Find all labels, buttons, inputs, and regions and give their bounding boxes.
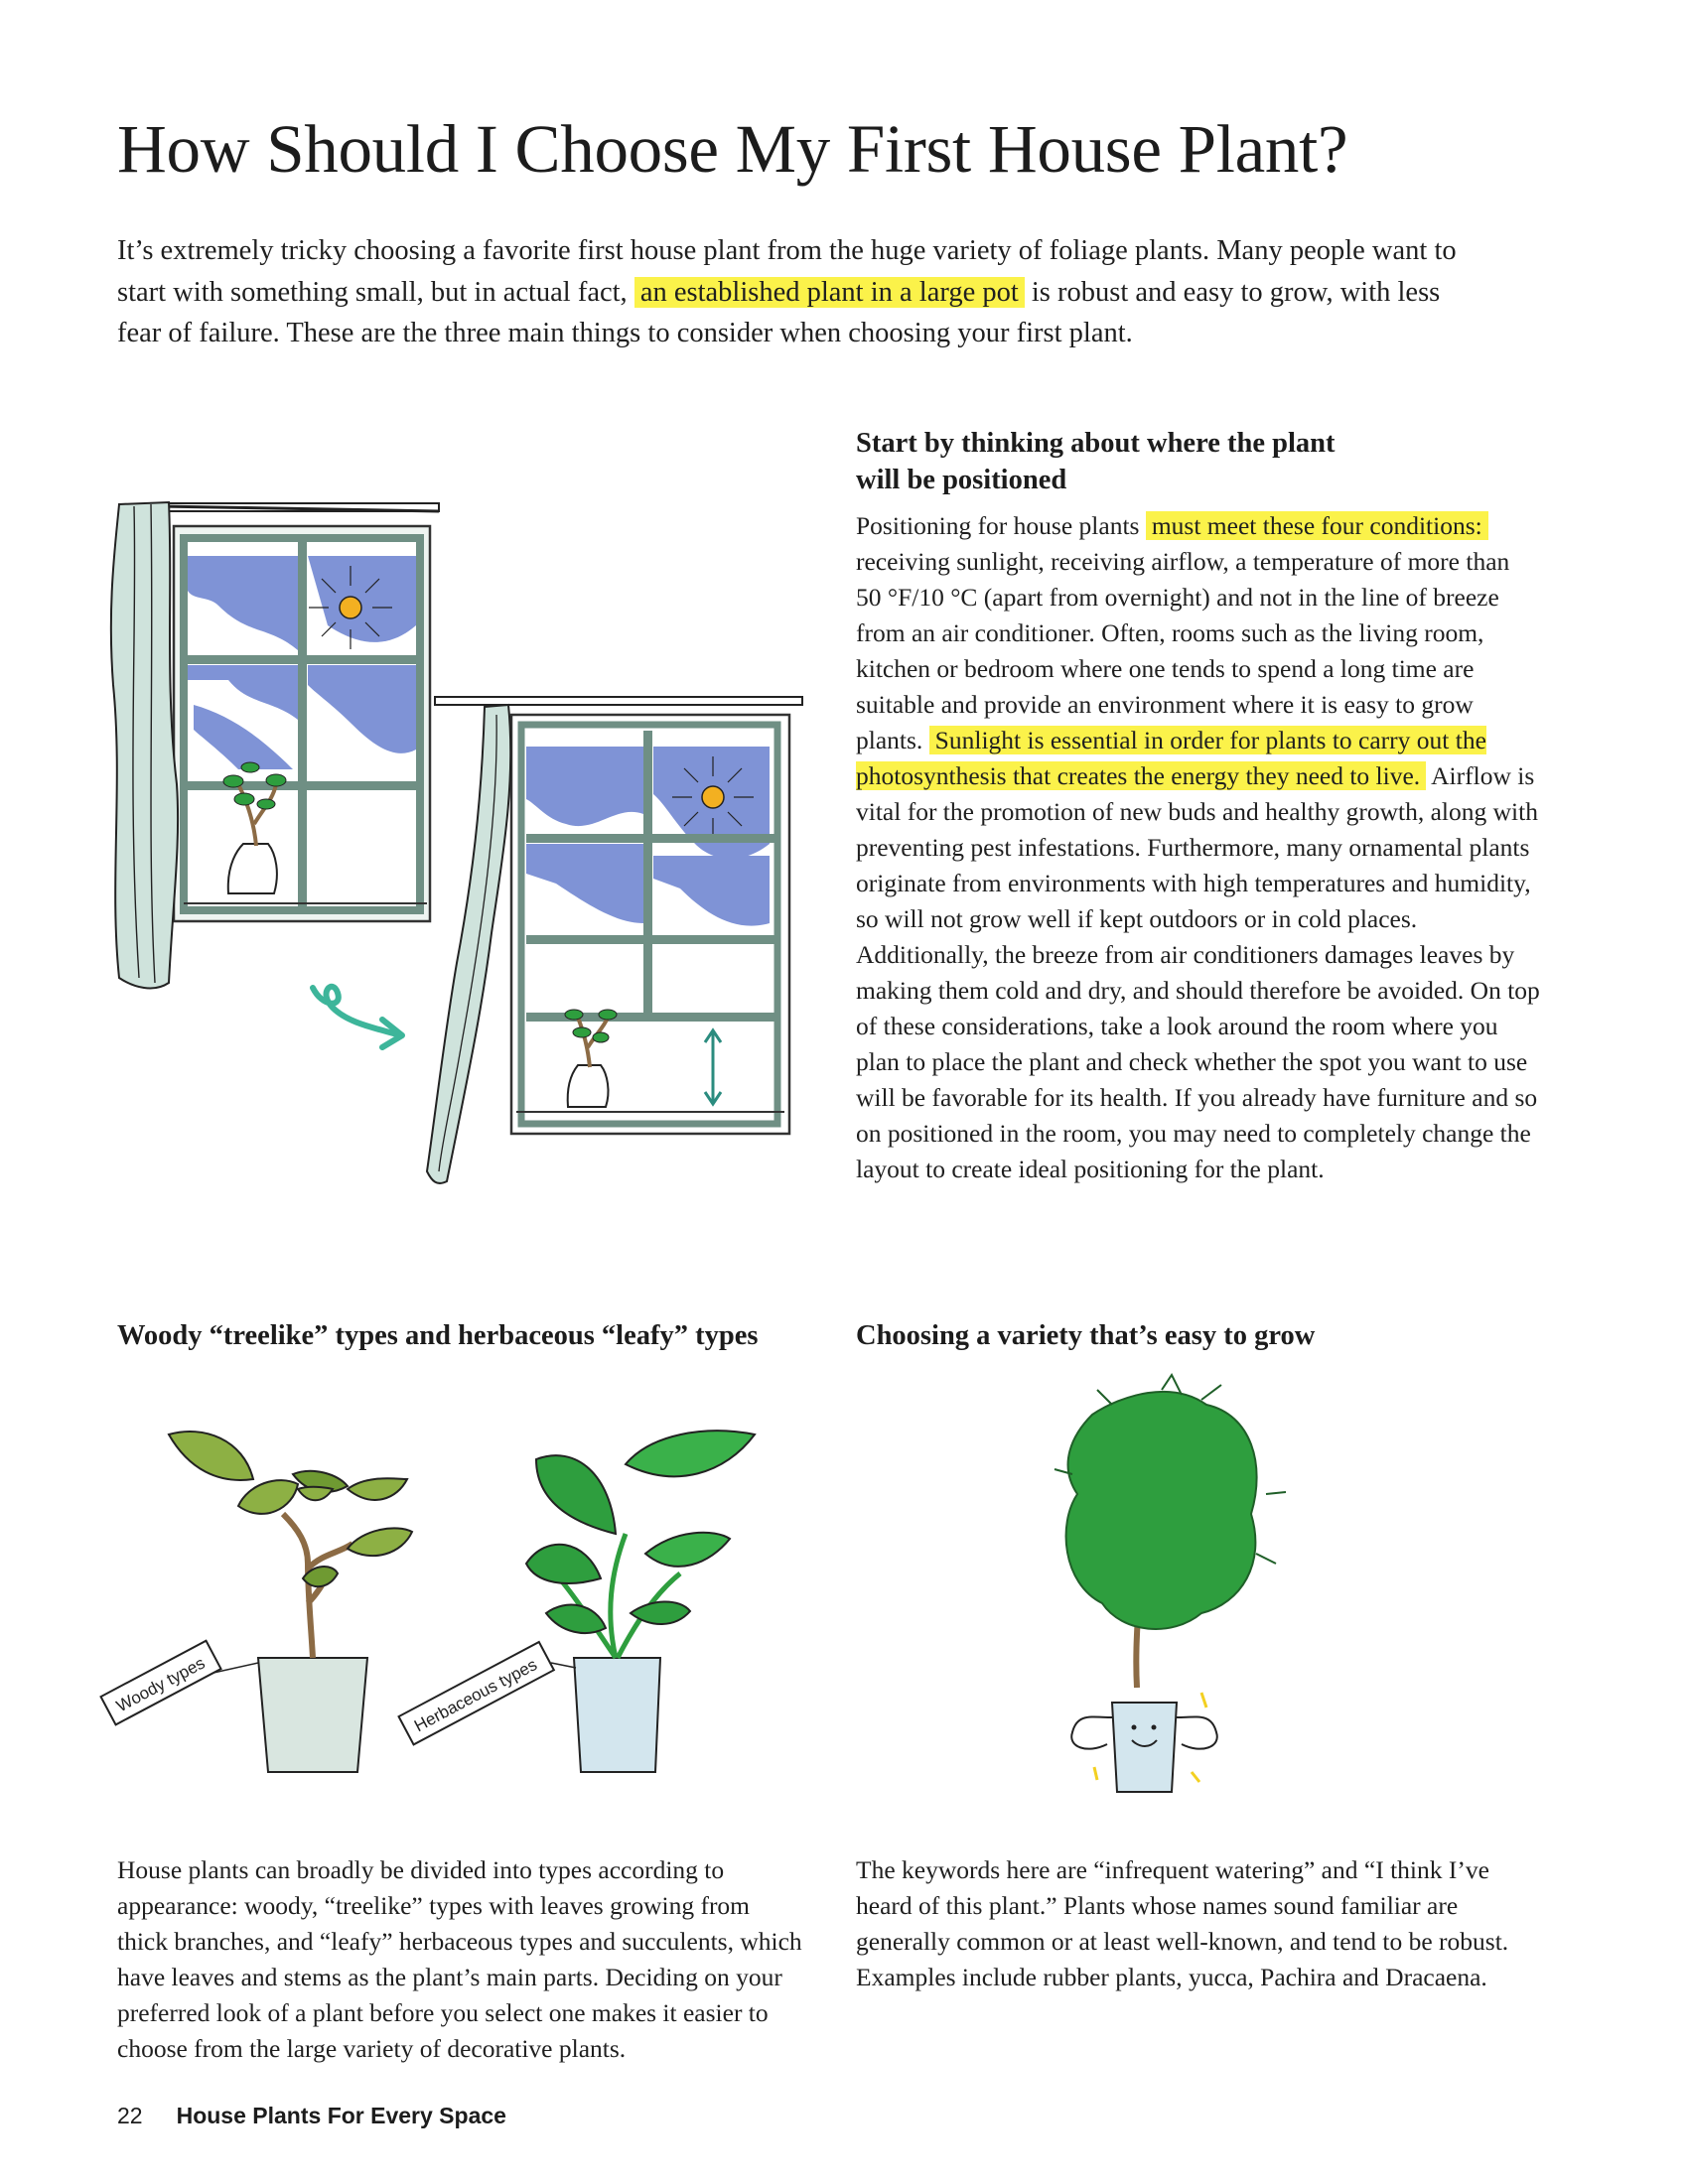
intro-highlight: an established plant in a large pot: [634, 277, 1025, 308]
curved-arrow-icon: [313, 987, 397, 1034]
positioning-text-3: Airflow is vital for the promotion of new buds and healthy growth, along with preventing pest infestations. Furthermore, many ornamental plants originate from environments with high temperatures and humidity, so will not grow well if kept outdoors or in cold places. Additionally, the breeze from air conditioners damages leaves by making them cold and dry, and should therefore be avoided. On top of these considerations, take a look around the room where you plan to place the plant and check whether the spot you want to use will be favorable for its health. If you already have furniture and so on positioned in the room, you may need to completely change the layout to create ideal positioning for the plant.: [856, 761, 1540, 1183]
left-window: [111, 502, 439, 988]
page-number: 22: [117, 2103, 143, 2128]
positioning-heading-line1: Start by thinking about where the plant: [856, 428, 1336, 459]
woody-types-tag-label: Woody types: [113, 1653, 209, 1716]
easy-plant-illustration: [1053, 1375, 1291, 1802]
sun-icon-right: [702, 786, 724, 808]
herbaceous-types-tag: [399, 1642, 554, 1744]
intro-text-before: It’s extremely tricky choosing a favorite first house plant from the huge variety of foliage plants. Many people want to start with something small, but in actual fact,: [117, 235, 1457, 308]
page-footer: [117, 2103, 506, 2129]
positioning-heading: [856, 425, 1335, 498]
intro-text-after: is robust and easy to grow, with less fear of failure. These are the three main things to consider when choosing your first plant.: [117, 276, 1441, 348]
positioning-body: [856, 508, 1541, 1187]
woody-plant: [169, 1432, 412, 1772]
book-title: House Plants For Every Space: [176, 2103, 506, 2128]
positioning-highlight-1: must meet these four conditions:: [1146, 511, 1488, 540]
flexing-arm-right: [1177, 1716, 1217, 1748]
herbaceous-types-tag-label: Herbaceous types: [411, 1655, 541, 1736]
woody-types-tag: [101, 1641, 221, 1725]
positioning-text-1: Positioning for house plants: [856, 511, 1146, 540]
plant-types-illustration: [109, 1415, 804, 1782]
easy-heading: Choosing a variety that’s easy to grow: [856, 1320, 1316, 1351]
sun-icon: [340, 597, 361, 618]
positioning-heading-line2: will be positioned: [856, 465, 1067, 495]
window-positioning-illustration: [99, 486, 814, 1201]
positioning-highlight-2: Sunlight is essential in order for plants to carry out the photosynthesis that creates the energy they need to live.: [856, 726, 1486, 790]
easy-body: The keywords here are “infrequent watering” and “I think I’ve heard of this plant.” Plants whose names sound familiar are generally common or at least well-known, and tend to be robust. Examples include rubber plants, yucca, Pachira and Dracaena.: [856, 1855, 1509, 1991]
smiling-pot: [1071, 1693, 1217, 1792]
right-window: [427, 697, 802, 1183]
left-curtain: [111, 502, 178, 988]
positioning-text-2: receiving sunlight, receiving airflow, a temperature of more than 50 °F/10 °C (apart from overnight) and not in the line of breeze from an air conditioner. Often, rooms such as the living room, kitchen or bedroom where one tends to spend a long time are suitable and provide an environment where it is easy to grow plants.: [856, 547, 1510, 754]
right-curtain: [427, 705, 510, 1183]
types-body: House plants can broadly be divided into types according to appearance: woody, “treelike” types with leaves growing from thick branches, and “leafy” herbaceous types and succulents, which have leaves and stems as the plant’s main parts. Deciding on your preferred look of a plant before you select one makes it easier to choose from the large variety of decorative plants.: [117, 1855, 802, 2063]
flexing-arm-left: [1071, 1716, 1112, 1748]
herbaceous-plant: [526, 1431, 755, 1772]
page-title: How Should I Choose My First House Plant?: [117, 111, 1348, 187]
types-heading: Woody “treelike” types and herbaceous “leafy” types: [117, 1320, 759, 1351]
intro-paragraph: [117, 230, 1458, 354]
